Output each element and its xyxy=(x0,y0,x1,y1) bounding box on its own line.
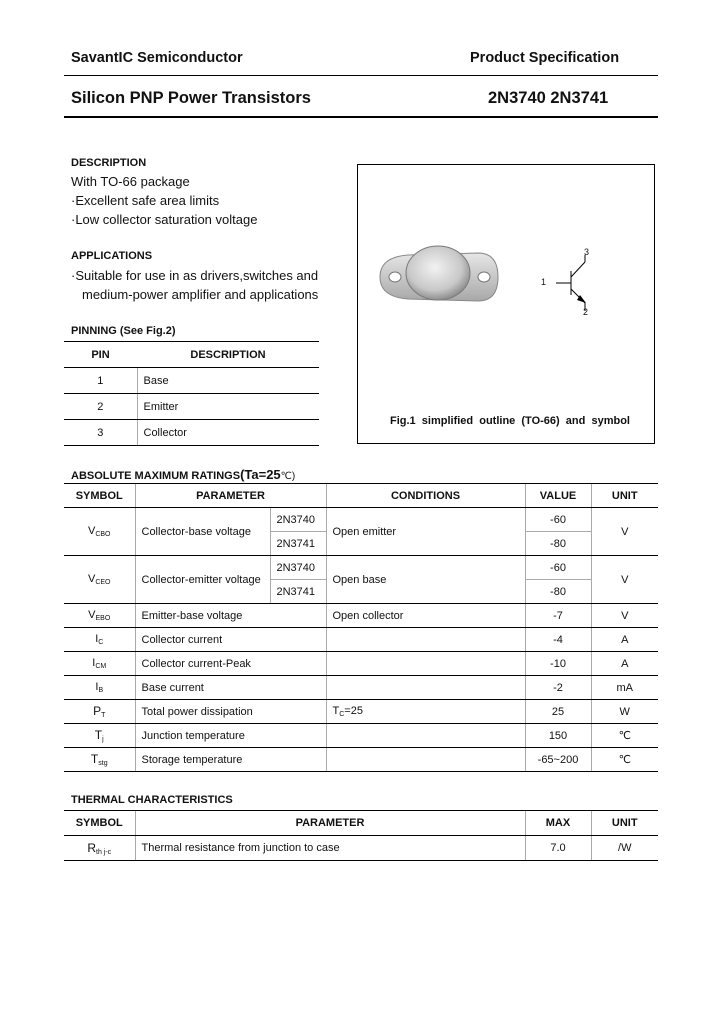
max-cell: 7.0 xyxy=(525,836,591,861)
table-row xyxy=(64,394,319,420)
col-unit: UNIT xyxy=(591,484,658,508)
table-row xyxy=(64,604,658,628)
unit-cell: mA xyxy=(591,676,658,700)
applications-line: ·Suitable for use in as drivers,switches and xyxy=(71,268,319,283)
description-line: With TO-66 package xyxy=(71,174,190,189)
unit-cell: A xyxy=(591,628,658,652)
col-value: VALUE xyxy=(525,484,591,508)
description-line: ·Low collector saturation voltage xyxy=(71,212,258,227)
pin-number: 2 xyxy=(64,394,137,420)
symbol-cell: $P_T$ xyxy=(64,700,135,724)
description-line: ·Excellent safe area limits xyxy=(71,193,220,208)
pin-number: 3 xyxy=(64,420,137,446)
symbol-cell: $I_B$ xyxy=(64,676,135,700)
parameter-cell: Collector current xyxy=(135,628,326,652)
parameter-cell: Storage temperature xyxy=(135,748,326,772)
table-row xyxy=(64,652,658,676)
symbol-cell: $V_{EBO}$ xyxy=(64,604,135,628)
description-heading: DESCRIPTION xyxy=(71,157,147,169)
col-parameter: PARAMETER xyxy=(135,484,326,508)
abs-max-table xyxy=(64,483,658,772)
condition-cell xyxy=(326,652,525,676)
abs-max-heading: ABSOLUTE MAXIMUM RATINGS(Ta=25℃) xyxy=(71,467,296,482)
unit-cell: ℃ xyxy=(591,748,658,772)
condition-cell: Open emitter xyxy=(326,508,525,556)
symbol-cell: $V_{CEO}$ xyxy=(64,556,135,604)
pinning-heading: PINNING (See Fig.2) xyxy=(71,325,176,337)
table-row xyxy=(64,628,658,652)
unit-cell: /W xyxy=(591,836,658,861)
product-line: Silicon PNP Power Transistors xyxy=(71,89,311,107)
condition-cell xyxy=(326,628,525,652)
thermal-table xyxy=(64,810,658,861)
parameter-cell: Collector current-Peak xyxy=(135,652,326,676)
value-cell: 150 xyxy=(525,724,591,748)
col-unit: UNIT xyxy=(591,811,658,836)
part-numbers: 2N3740 2N3741 xyxy=(488,89,609,107)
table-row xyxy=(64,556,658,580)
condition-cell xyxy=(326,676,525,700)
symbol-cell: $V_{CBO}$ xyxy=(64,508,135,556)
unit-cell: W xyxy=(591,700,658,724)
value-cell: -80 xyxy=(525,580,591,604)
pinning-col-description: DESCRIPTION xyxy=(137,342,319,368)
pin-description: Base xyxy=(137,368,319,394)
applications-line: medium-power amplifier and applications xyxy=(82,287,319,302)
to66-package-drawing xyxy=(358,165,656,445)
symbol-cell: $I_C$ xyxy=(64,628,135,652)
col-symbol: SYMBOL xyxy=(64,811,135,836)
value-cell: 25 xyxy=(525,700,591,724)
col-conditions: CONDITIONS xyxy=(326,484,525,508)
value-cell: -60 xyxy=(525,508,591,532)
table-row xyxy=(64,748,658,772)
thermal-heading: THERMAL CHARACTERISTICS xyxy=(71,794,233,806)
unit-cell: V xyxy=(591,508,658,556)
part-cell: 2N3741 xyxy=(270,532,326,556)
condition-cell: Open collector xyxy=(326,604,525,628)
header-rule-thin xyxy=(64,75,658,76)
pin-description: Collector xyxy=(137,420,319,446)
part-cell: 2N3741 xyxy=(270,580,326,604)
parameter-cell: Total power dissipation xyxy=(135,700,326,724)
table-row xyxy=(64,724,658,748)
value-cell: -80 xyxy=(525,532,591,556)
table-row xyxy=(64,508,658,532)
symbol-cell: $T_{stg}$ xyxy=(64,748,135,772)
company-name: SavantIC Semiconductor xyxy=(71,50,243,66)
value-cell: -2 xyxy=(525,676,591,700)
pinning-table xyxy=(64,341,319,446)
col-max: MAX xyxy=(525,811,591,836)
symbol-cell: $T_j$ xyxy=(64,724,135,748)
figure-caption: Fig.1 simplified outline (TO-66) and symbol xyxy=(390,415,630,427)
value-cell: -60 xyxy=(525,556,591,580)
value-cell: -7 xyxy=(525,604,591,628)
pin-label-1: 1 xyxy=(541,277,547,287)
parameter-cell: Collector-emitter voltage xyxy=(135,556,270,604)
unit-cell: ℃ xyxy=(591,724,658,748)
unit-cell: A xyxy=(591,652,658,676)
part-cell: 2N3740 xyxy=(270,556,326,580)
col-parameter: PARAMETER xyxy=(135,811,525,836)
condition-cell: $T_C=25$ xyxy=(326,700,525,724)
table-row xyxy=(64,700,658,724)
condition-cell xyxy=(326,748,525,772)
header-rule-thick xyxy=(64,116,658,118)
symbol-cell: $I_{CM}$ xyxy=(64,652,135,676)
unit-cell: V xyxy=(591,556,658,604)
parameter-cell: Base current xyxy=(135,676,326,700)
col-symbol: SYMBOL xyxy=(64,484,135,508)
pinning-col-pin: PIN xyxy=(64,342,137,368)
symbol-cell: $R_{th j-c}$ xyxy=(64,836,135,861)
parameter-cell: Collector-base voltage xyxy=(135,508,270,556)
parameter-cell: Thermal resistance from junction to case xyxy=(135,836,525,861)
figure-box xyxy=(357,164,655,444)
value-cell: -65~200 xyxy=(525,748,591,772)
pin-number: 1 xyxy=(64,368,137,394)
parameter-cell: Emitter-base voltage xyxy=(135,604,326,628)
doc-type: Product Specification xyxy=(470,50,620,66)
pin-label-3: 3 xyxy=(584,247,590,257)
condition-cell xyxy=(326,724,525,748)
table-row xyxy=(64,836,658,861)
table-row xyxy=(64,420,319,446)
applications-heading: APPLICATIONS xyxy=(71,250,153,262)
condition-cell: Open base xyxy=(326,556,525,604)
parameter-cell: Junction temperature xyxy=(135,724,326,748)
table-row xyxy=(64,368,319,394)
value-cell: -10 xyxy=(525,652,591,676)
table-row xyxy=(64,676,658,700)
unit-cell: V xyxy=(591,604,658,628)
part-cell: 2N3740 xyxy=(270,508,326,532)
pin-label-2: 2 xyxy=(583,307,589,317)
value-cell: -4 xyxy=(525,628,591,652)
pin-description: Emitter xyxy=(137,394,319,420)
